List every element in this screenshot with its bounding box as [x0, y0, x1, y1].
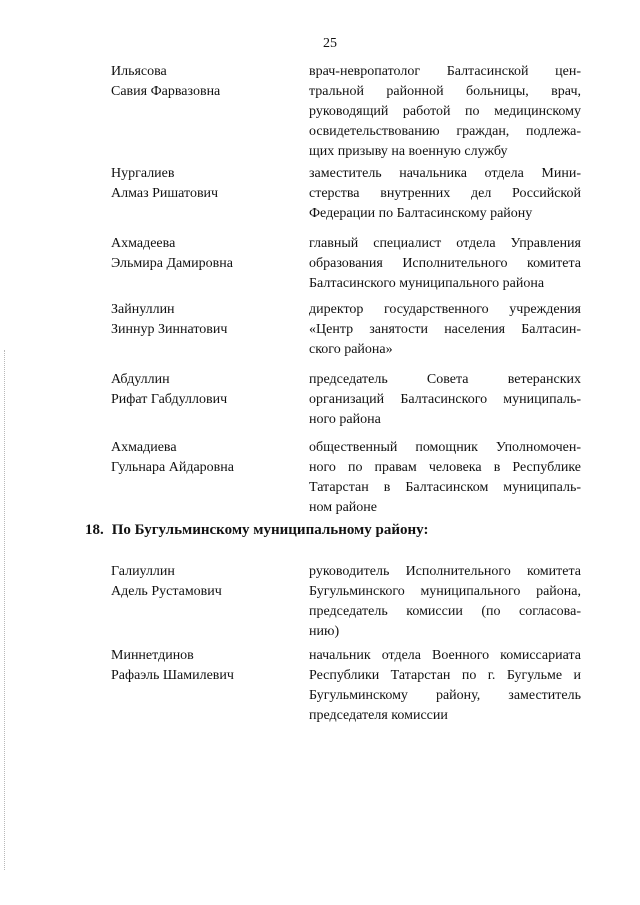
position-line: организаций Балтасинского муниципаль-: [309, 392, 581, 407]
position-line: Федерации по Балтасинскому району: [309, 206, 533, 221]
position-line: ного по правам человека в Республике: [309, 460, 581, 475]
member-position: [309, 370, 581, 430]
position-line: главный специалист отдела Управления: [309, 236, 581, 251]
position-line: руководящий работой по медицинскому: [309, 104, 581, 119]
position-line: ского района»: [309, 342, 393, 357]
position-line: щих призыву на военную службу: [309, 144, 508, 159]
member-name: [111, 438, 291, 478]
position-line: председателя комиссии: [309, 708, 448, 723]
position-line: директор государственного учреждения: [309, 302, 581, 317]
position-line: ном районе: [309, 500, 377, 515]
member-position: [309, 164, 581, 224]
section-heading: [85, 522, 428, 539]
position-line: образования Исполнительного комитета: [309, 256, 581, 271]
position-line: Бугульминскому району, заместитель: [309, 688, 581, 703]
given-names: Рифат Габдуллович: [111, 392, 228, 407]
surname: Зайнуллин: [111, 302, 175, 317]
member-name: [111, 370, 291, 410]
surname: Галиуллин: [111, 564, 175, 579]
member-name: [111, 562, 291, 602]
section-number: 18.: [85, 522, 104, 538]
position-line: председатель Совета ветеранских: [309, 372, 581, 387]
given-names: Гульнара Айдаровна: [111, 460, 234, 475]
given-names: Рафаэль Шамилевич: [111, 668, 234, 683]
given-names: Алмаз Ришатович: [111, 186, 219, 201]
position-line: общественный помощник Уполномочен-: [309, 440, 581, 455]
given-names: Эльмира Дамировна: [111, 256, 233, 271]
position-line: Республики Татарстан по г. Бугульме и: [309, 668, 581, 683]
given-names: Зиннур Зиннатович: [111, 322, 228, 337]
position-line: председатель комиссии (по согласова-: [309, 604, 581, 619]
member-name: [111, 234, 291, 274]
position-line: начальник отдела Военного комиссариата: [309, 648, 581, 663]
position-line: руководитель Исполнительного комитета: [309, 564, 581, 579]
section-title: По Бугульминскому муниципальному району:: [111, 522, 429, 538]
member-name: [111, 646, 291, 686]
member-position: [309, 234, 581, 294]
position-line: освидетельствованию граждан, подлежа-: [309, 124, 581, 139]
position-line: Балтасинского муниципального района: [309, 276, 545, 291]
surname: Ахмадеева: [111, 236, 176, 251]
page-number: 25: [323, 36, 337, 51]
position-line: тральной районной больницы, врач,: [309, 84, 581, 99]
position-line: нию): [309, 624, 340, 639]
surname: Нургалиев: [111, 166, 175, 181]
position-line: Бугульминского муниципального района,: [309, 584, 581, 599]
scan-margin-marks: [4, 350, 9, 870]
given-names: Адель Рустамович: [111, 584, 222, 599]
position-line: Татарстан в Балтасинском муниципаль-: [309, 480, 581, 495]
member-position: [309, 62, 581, 162]
member-position: [309, 438, 581, 518]
surname: Абдуллин: [111, 372, 170, 387]
position-line: заместитель начальника отдела Мини-: [309, 166, 581, 181]
given-names: Савия Фарвазовна: [111, 84, 221, 99]
position-line: «Центр занятости населения Балтасин-: [309, 322, 581, 337]
member-name: [111, 164, 291, 204]
position-line: врач-невропатолог Балтасинской цен-: [309, 64, 581, 79]
surname: Ильясова: [111, 64, 167, 79]
member-position: [309, 562, 581, 642]
member-position: [309, 300, 581, 360]
member-position: [309, 646, 581, 726]
position-line: ного района: [309, 412, 381, 427]
surname: Миннетдинов: [111, 648, 194, 663]
surname: Ахмадиева: [111, 440, 177, 455]
member-name: [111, 300, 291, 340]
member-name: [111, 62, 291, 102]
position-line: стерства внутренних дел Российской: [309, 186, 581, 201]
